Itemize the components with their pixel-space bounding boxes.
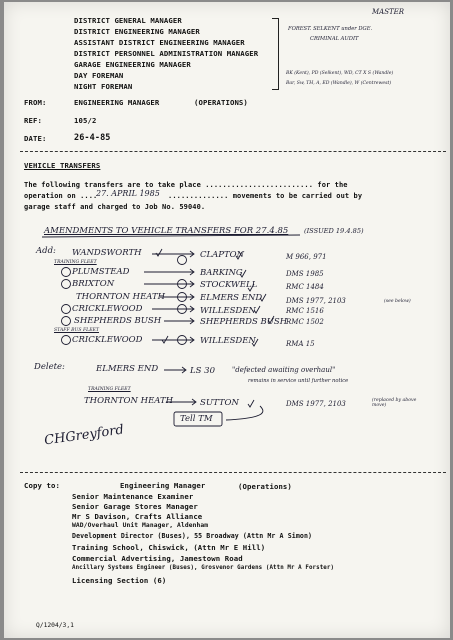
delete-from: ELMERS END [96, 364, 159, 374]
copy-item-4: Mr S Davison, Crafts Alliance [72, 512, 203, 521]
copy-item-7: Training School, Chiswick, (Attn Mr E Hill) [72, 543, 266, 552]
delete2-vehicle: DMS 1977, 2103 [286, 400, 346, 408]
staff-bus-label: STAFF BUS FLEET [54, 328, 99, 333]
row3-from: BRIXTON [72, 279, 115, 289]
recipient-6: DAY FOREMAN [74, 71, 124, 80]
body-line-3: garage staff and charged to Job No. 59040. [24, 203, 206, 211]
note-garages-2: Bar, Sw, TH, A, ED (Wandle), W (Centrewest) [286, 81, 392, 86]
delete2-to: SUTTON [200, 398, 239, 408]
ref-value: 105/2 [74, 116, 97, 125]
body-line-2b: .............. movements to be carried out by [168, 192, 363, 200]
from-label: FROM: [24, 98, 47, 107]
recipient-5: GARAGE ENGINEERING MANAGER [74, 60, 191, 69]
recipient-4: DISTRICT PERSONNEL ADMINISTRATION MANAGER [74, 49, 259, 58]
delete-to: LS 30 [190, 366, 215, 376]
master-note: MASTER [372, 8, 405, 16]
copy-item-3: Senior Garage Stores Manager [72, 502, 198, 511]
row1-vehicle: M 966, 971 [286, 253, 327, 261]
add-label: Add: [36, 246, 56, 256]
row2-to: BARKING [200, 268, 243, 278]
body-line-1: The following transfers are to take place ......................... for the [24, 181, 348, 189]
signature: CHGreyford [43, 422, 125, 449]
row5-vehicle: RMC 1516 [286, 307, 324, 315]
row2-from: PLUMSTEAD [72, 267, 130, 277]
delete-note: "defected awaiting overhaul" [232, 366, 336, 374]
copy-operations: (Operations) [238, 482, 292, 491]
amendments-issued: (ISSUED 19.4.85) [304, 227, 364, 235]
row6-vehicle: RMC 1502 [286, 318, 324, 326]
delete-label: Delete: [34, 362, 65, 372]
copy-item-9: Ancillary Systems Engineer (Buses), Grosvenor Gardens (Attn Mr A Forster) [72, 565, 335, 571]
row1-to: CLAPTON [200, 250, 245, 260]
copy-item-6: Development Director (Buses), 55 Broadway (Attn Mr A Simon) [72, 532, 313, 540]
row7-from: CRICKLEWOOD [72, 335, 143, 345]
row3-to: STOCKWELL [200, 280, 258, 290]
recipient-7: NIGHT FOREMAN [74, 82, 133, 91]
row7-vehicle: RMA 15 [286, 340, 315, 348]
row6-from: SHEPHERDS BUSH [74, 316, 162, 326]
row4-to: ELMERS END [200, 293, 263, 303]
tell-tm: Tell TM [180, 414, 213, 424]
row6-to: SHEPHERDS BUSH [200, 317, 288, 327]
note-garages-1: BK (Kent), PD (Selkent), WD, CT X S (Wandle) [286, 71, 394, 76]
body-line-2a: operation on .... [24, 192, 98, 200]
from-operations: (OPERATIONS) [194, 98, 248, 107]
training-fleet-label-2: TRAINING FLEET [88, 387, 131, 392]
memo-page [4, 2, 450, 638]
divider-2 [20, 472, 446, 473]
row5-from: CRICKLEWOOD [72, 304, 143, 314]
note-audit: CRIMINAL AUDIT [310, 36, 359, 42]
copy-item-1: Engineering Manager [120, 481, 206, 490]
footer-ref: Q/1204/3,1 [36, 622, 74, 629]
row5-to: WILLESDEN [200, 306, 256, 316]
row2-vehicle: DMS 1985 [286, 270, 324, 278]
row7-to: WILLESDEN [200, 336, 256, 346]
date-label: DATE: [24, 134, 47, 143]
row3-vehicle: RMC 1484 [286, 283, 324, 291]
copy-item-10: Licensing Section (6) [72, 576, 167, 585]
recipient-1: DISTRICT GENERAL MANAGER [74, 16, 182, 25]
date-value: 26-4-85 [74, 133, 111, 143]
copy-item-2: Senior Maintenance Examiner [72, 492, 194, 501]
recipient-2: DISTRICT ENGINEERING MANAGER [74, 27, 200, 36]
delete2-note: (replaced by above move) [372, 398, 417, 408]
row1-from: WANDSWORTH [72, 248, 142, 258]
row4-note: (see below) [384, 299, 411, 304]
note-forest: FOREST. SELKENT under DGE. [288, 26, 373, 32]
delete2-from: THORNTON HEATH [84, 396, 174, 406]
row4-vehicle: DMS 1977, 2103 [286, 297, 346, 305]
row4-from: THORNTON HEATH [76, 292, 166, 302]
copy-item-5: WAD/Overhaul Unit Manager, Aldenham [72, 522, 209, 529]
operation-date: 27. APRIL 1985 [96, 189, 160, 198]
copy-label: Copy to: [24, 481, 60, 490]
subject: VEHICLE TRANSFERS [24, 161, 101, 170]
recipient-3: ASSISTANT DISTRICT ENGINEERING MANAGER [74, 38, 245, 47]
from-value: ENGINEERING MANAGER [74, 98, 160, 107]
training-fleet-label: TRAINING FLEET [54, 260, 97, 265]
amendments-title: AMENDMENTS TO VEHICLE TRANSFERS FOR 27.4.85 [44, 226, 289, 236]
delete-note-2: remains in service until further notice [248, 378, 349, 384]
copy-item-8: Commercial Advertising, Jamestown Road [72, 554, 243, 563]
ref-label: REF: [24, 116, 42, 125]
